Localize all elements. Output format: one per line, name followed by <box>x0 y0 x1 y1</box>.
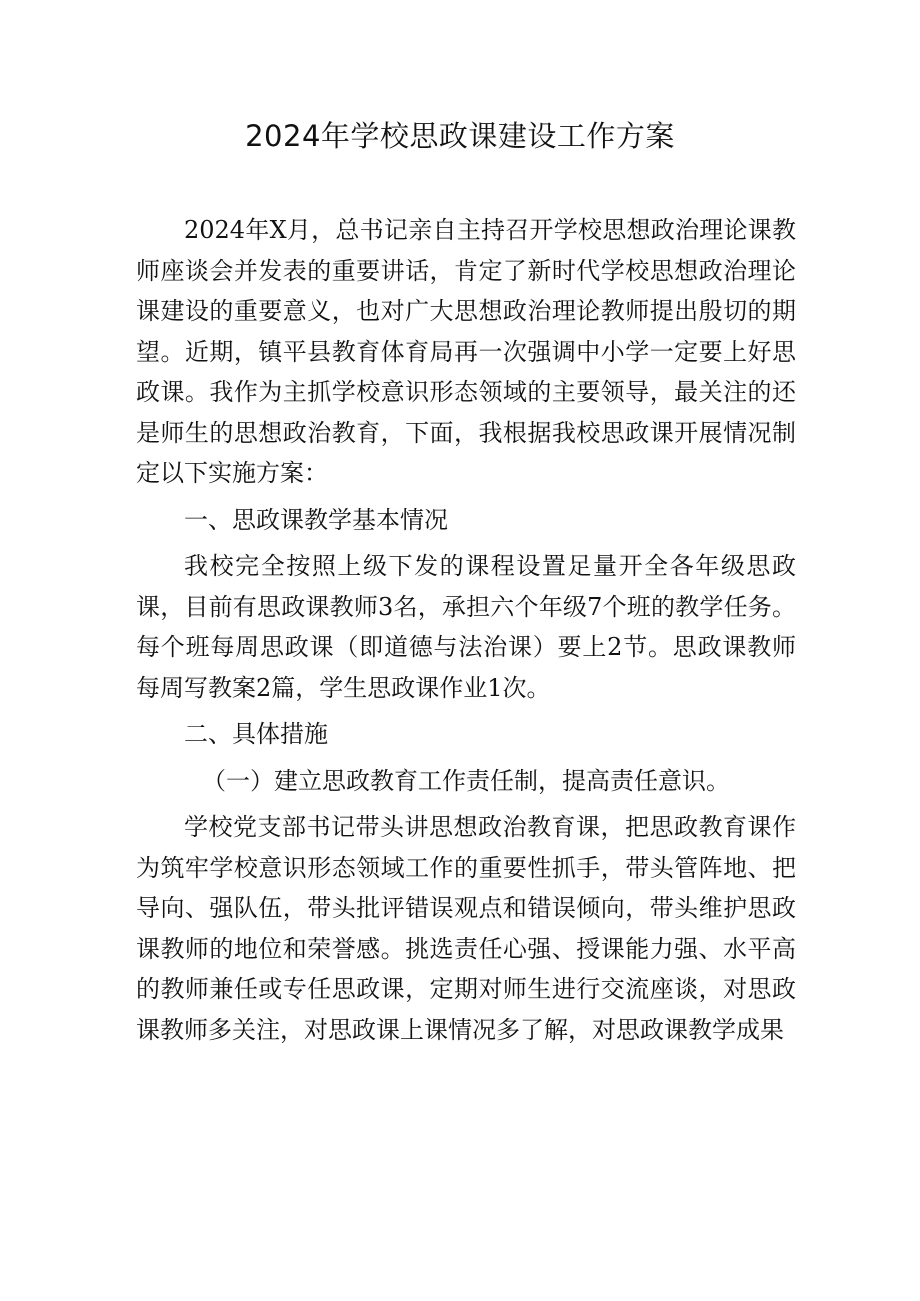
subsection-heading-responsibility: （一）建立思政教育工作责任制，提高责任意识。 <box>202 766 730 795</box>
paragraph-responsibility: 学校党支部书记带头讲思想政治教育课，把思政教育课作为筑牢学校意识形态领域工作的重要性抓手，带头管阵地、把导向、强队伍，带头批评错误观点和错误倾向，带头维护思政课教师的地位和荣誉感。挑选责任心强、授课能力强、水平高的教师兼任或专任思政课，定期对师生进行交流座谈，对思政课教师多关注，对思政课上课情况多了解，对思政课教学成果 <box>136 813 796 1044</box>
section-heading-specific-measures: 二、具体措施 <box>184 720 328 748</box>
paragraph-basic-situation: 我校完全按照上级下发的课程设置足量开全各年级思政课，目前有思政课教师3名，承担六个年级7个班的教学任务。每个班每周思政课（即道德与法治课）要上2节。思政课教师每周写教案2篇，学生思政课作业1次。 <box>136 552 796 702</box>
document-body <box>136 210 796 1050</box>
document-title: 2024年学校思政课建设工作方案 <box>245 119 675 153</box>
section-heading-basic-situation: 一、思政课教学基本情况 <box>184 505 448 534</box>
paragraph-intro: 2024年X月，总书记亲自主持召开学校思想政治理论课教师座谈会并发表的重要讲话，肯定了新时代学校思想政治理论课建设的重要意义，也对广大思想政治理论教师提出殷切的期望。近期，镇平县教育体育局再一次强调中小学一定要上好思政课。我作为主抓学校意识形态领域的主要领导，最关注的还是师生的思想政治教育，下面，我根据我校思政课开展情况制定以下实施方案： <box>136 216 796 487</box>
